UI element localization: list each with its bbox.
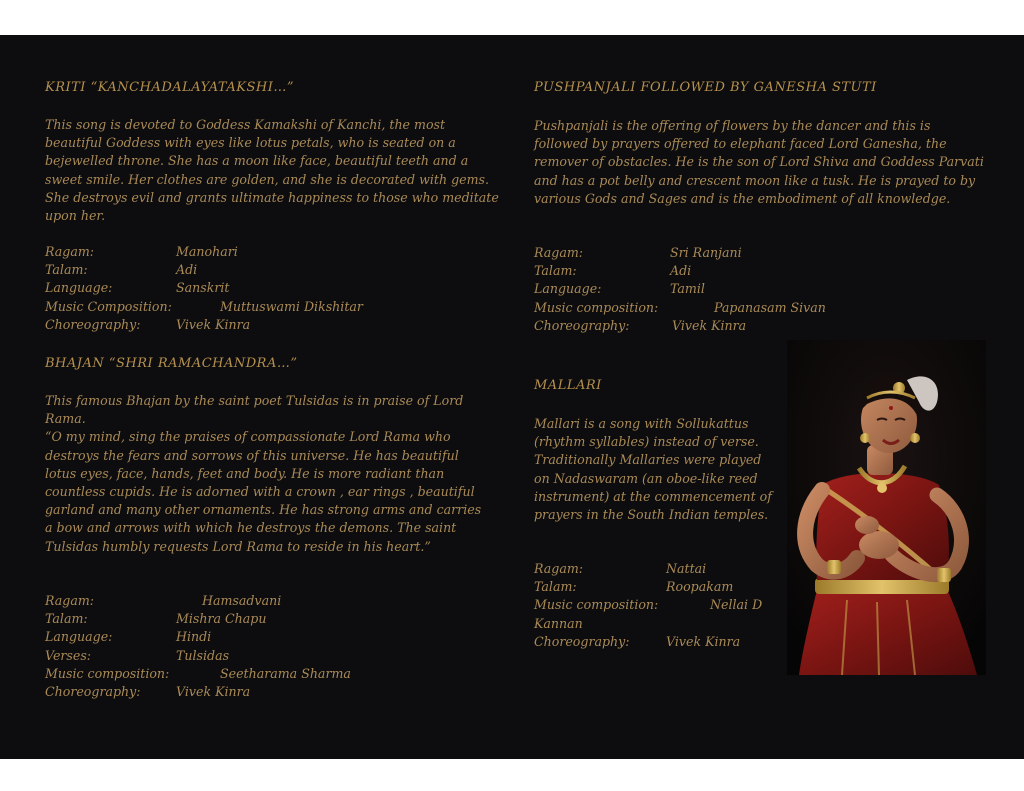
detail-value: Vivek Kinra [176,683,251,699]
detail-value: Nattai [666,561,707,576]
kriti-paragraph [45,116,500,225]
detail-label: Language: [45,629,113,645]
detail-row [45,298,485,316]
detail-label: Ragam: [45,593,95,608]
detail-value: Sri Ranjani [670,245,742,260]
detail-row [45,316,485,334]
detail-value: Nellai D [710,597,763,613]
bhajan-heading: BHAJAN “SHRI RAMACHANDRA…” [45,356,298,371]
detail-label: Music composition: [45,665,170,681]
detail-row [45,592,485,610]
detail-value: Papanasam Sivan [714,299,826,315]
detail-value: Adi [670,263,692,279]
detail-label: Talam: [45,611,88,627]
detail-row [534,317,974,335]
detail-label: Music composition: [534,299,659,315]
detail-label: Talam: [534,579,577,595]
detail-value: Kannan [534,615,583,631]
detail-label: Ragam: [45,244,95,259]
bhajan-paragraph [45,392,490,556]
detail-row [534,280,974,298]
detail-row [534,560,779,578]
detail-row [534,596,779,614]
detail-row [45,261,485,279]
detail-value: Roopakam [666,579,734,595]
detail-value: Vivek Kinra [176,316,251,332]
detail-row [534,633,779,651]
pushpanjali-heading: PUSHPANJALI FOLLOWED BY GANESHA STUTI [534,80,877,95]
detail-row [534,578,779,596]
detail-value: Hindi [176,629,212,645]
pushpanjali-paragraph [534,117,984,208]
bhajan-intro: This famous Bhajan by the saint poet Tulsidas is in praise of Lord Rama. [45,393,464,427]
detail-row [45,647,485,665]
detail-value: Vivek Kinra [672,317,747,333]
detail-row [534,299,974,317]
detail-value: Mishra Chapu [176,611,267,627]
bhajan-details [45,592,485,701]
detail-value: Vivek Kinra [666,633,741,649]
detail-row [45,610,485,628]
detail-row [534,262,974,280]
detail-label: Music composition: [534,597,659,613]
detail-label: Choreography: [534,317,630,333]
detail-row [534,615,779,633]
detail-label: Language: [45,280,113,296]
detail-value: Muttuswami Dikshitar [220,298,363,314]
mallari-details [534,560,779,651]
detail-value: Tamil [670,281,705,297]
detail-label: Choreography: [45,683,141,699]
detail-value: Tulsidas [176,647,230,663]
detail-label: Ragam: [534,245,584,260]
kriti-details [45,243,485,334]
mallari-paragraph [534,415,779,524]
detail-label: Talam: [45,262,88,278]
program-page [0,35,1024,759]
pushpanjali-details [534,244,974,335]
pushpanjali-text: Pushpanjali is the offering of flowers by the dancer and this is followed by prayers offered to elephant faced Lord Ganesha, the remover of obstacles. He is the son of Lord Shiva and Goddess Parvati and has a pot belly and crescent moon like a tusk. He is prayed to by various Gods and Sages and is the embodiment of all knowledge. [534,118,984,206]
detail-label: Ragam: [534,561,584,576]
detail-row [45,243,485,261]
detail-row [45,665,485,683]
detail-label: Talam: [534,263,577,279]
detail-label: Choreography: [534,633,630,649]
mallari-text: Mallari is a song with Sollukattus (rhythm syllables) instead of verse. Traditionally Mallaries were played on Nadaswaram (an oboe-like reed instrument) at the commencement of prayers in the South Indian temples. [534,416,772,523]
dancer-photo [787,340,986,675]
detail-value: Adi [176,262,198,278]
detail-value: Sanskrit [176,280,230,296]
bhajan-quote: “O my mind, sing the praises of compassionate Lord Rama who destroys the fears and sorrows of this universe. He has beautiful lotus eyes, face, hands, feet and body. He is more radiant than countless cupids. He is adorned with a crown , ear rings , beautiful garland and many other ornaments. He has strong arms and carries a bow and arrows with which he destroys the demons. The saint Tulsidas humbly requests Lord Rama to reside in his heart.” [45,429,482,554]
mallari-heading: MALLARI [534,378,602,393]
detail-row [45,628,485,646]
kriti-text: This song is devoted to Goddess Kamakshi of Kanchi, the most beautiful Goddess with eyes like lotus petals, who is seated on a bejewelled throne. She has a moon like face, beautiful teeth and a sweet smile. Her clothes are golden, and she is decorated with gems. She destroys evil and grants ultimate happiness to those who meditate upon her. [45,117,499,224]
detail-row [534,244,974,262]
kriti-heading: KRITI “KANCHADALAYATAKSHI…” [45,80,294,95]
detail-value: Seetharama Sharma [220,665,351,681]
detail-value: Hamsadvani [202,593,282,608]
dancer-illustration [787,340,986,675]
detail-value: Manohari [176,244,238,259]
detail-row [45,683,485,701]
detail-label: Verses: [45,647,92,663]
detail-label: Music Composition: [45,298,172,314]
detail-label: Language: [534,281,602,297]
detail-row [45,279,485,297]
detail-label: Choreography: [45,316,141,332]
